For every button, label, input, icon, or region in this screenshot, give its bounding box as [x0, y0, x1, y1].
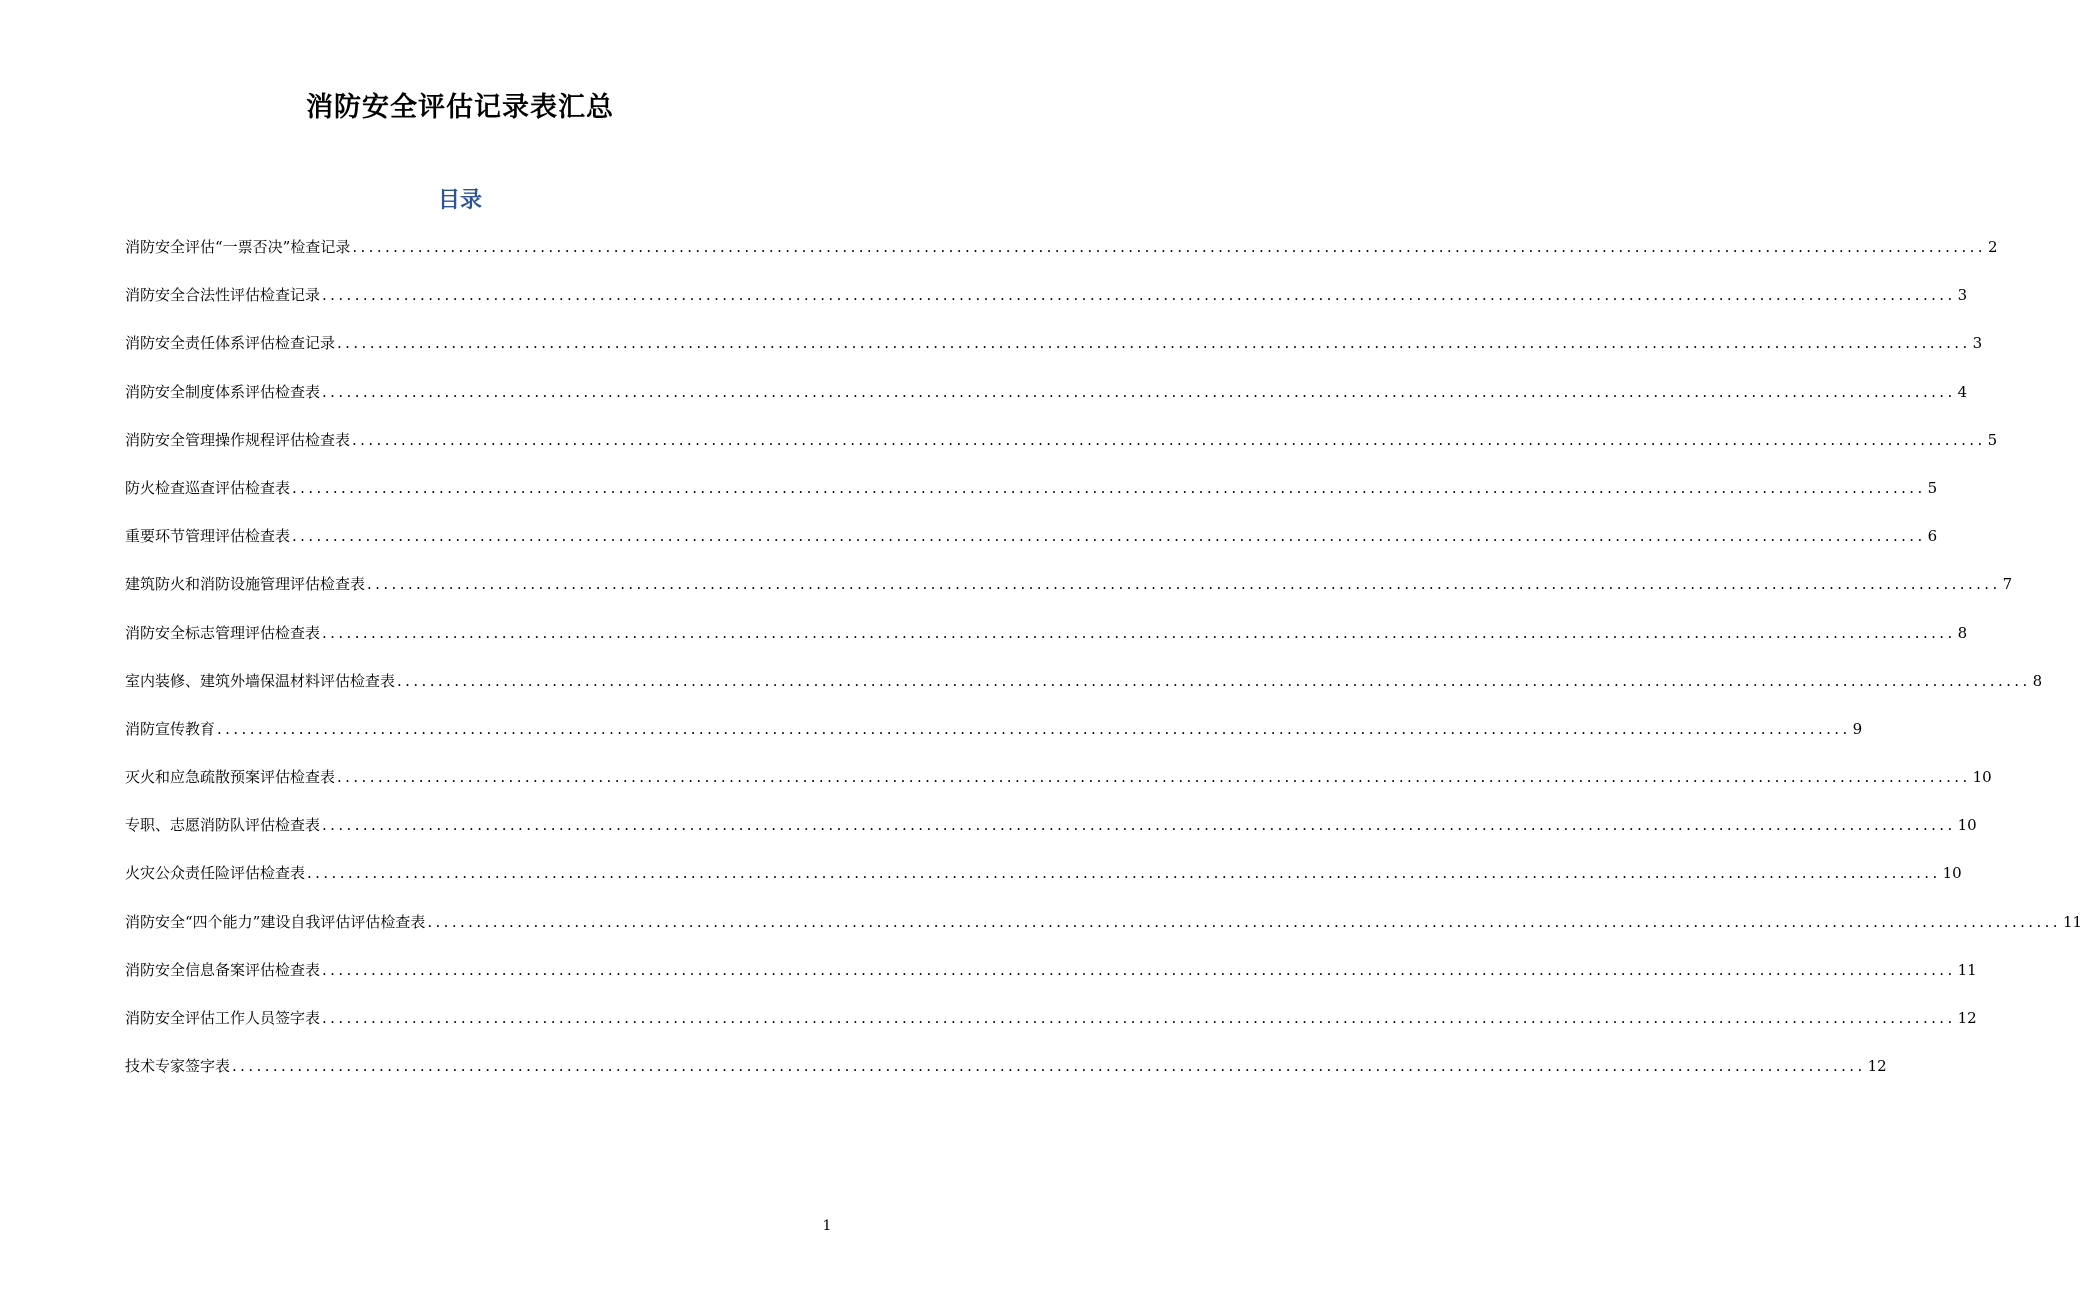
- toc-entry[interactable]: [125, 1005, 1977, 1053]
- toc-entry-label: 火灾公众责任险评估检查表: [125, 864, 306, 883]
- toc-entry-page: 5: [1927, 478, 1938, 497]
- toc-entry-label: 消防安全“四个能力”建设自我评估评估检查表: [125, 912, 426, 931]
- toc-dot-leader: ........................................................................................................................................................................................................: [307, 864, 1941, 883]
- toc-entry-page: 11: [2062, 912, 2082, 931]
- toc-entry-label: 灭火和应急疏散预案评估检查表: [125, 768, 336, 787]
- toc-dot-leader: ........................................................................................................................................................................................................: [322, 623, 1956, 642]
- toc-entry[interactable]: [125, 379, 1968, 427]
- toc-entry-page: 10: [1957, 816, 1977, 835]
- toc-dot-leader: ........................................................................................................................................................................................................: [292, 478, 1926, 497]
- toc-dot-leader: ........................................................................................................................................................................................................: [292, 527, 1926, 546]
- toc-entry[interactable]: [125, 812, 1977, 860]
- toc-entry-label: 消防安全责任体系评估检查记录: [125, 334, 336, 353]
- toc-entry-page: 3: [1957, 286, 1968, 305]
- toc-dot-leader: ........................................................................................................................................................................................................: [427, 912, 2061, 931]
- toc-entry[interactable]: [125, 668, 2043, 716]
- toc-entry-label: 消防安全信息备案评估检查表: [125, 960, 321, 979]
- toc-entry-page: 9: [1852, 719, 1863, 738]
- toc-entry-page: 3: [1972, 334, 1983, 353]
- toc-entry-label: 消防安全管理操作规程评估检查表: [125, 430, 351, 449]
- toc-entry-label: 消防安全评估工作人员签字表: [125, 1009, 321, 1027]
- toc-entry-label: 消防安全合法性评估检查记录: [125, 286, 321, 305]
- toc-entry-page: 7: [2002, 575, 2013, 594]
- toc-dot-leader: ........................................................................................................................................................................................................: [322, 382, 1956, 401]
- toc-entry-label: 消防安全制度体系评估检查表: [125, 382, 321, 401]
- toc-dot-leader: ........................................................................................................................................................................................................: [367, 575, 2001, 594]
- toc-dot-leader: ........................................................................................................................................................................................................: [397, 671, 2031, 690]
- toc-entry[interactable]: [125, 716, 1863, 764]
- toc-dot-leader: ........................................................................................................................................................................................................: [232, 1057, 1866, 1076]
- toc-entry-page: 4: [1957, 382, 1968, 401]
- toc-dot-leader: ........................................................................................................................................................................................................: [322, 816, 1956, 835]
- toc-entry-label: 技术专家签字表: [125, 1057, 231, 1076]
- toc-entry-page: 12: [1957, 1009, 1977, 1027]
- toc-entry[interactable]: [125, 1053, 1887, 1101]
- document-title: 消防安全评估记录表汇总: [306, 92, 614, 123]
- toc-entry-page: 11: [1957, 960, 1977, 979]
- toc-entry-page: 10: [1972, 768, 1992, 787]
- toc-entry-label: 专职、志愿消防队评估检查表: [125, 816, 321, 835]
- toc-entry-page: 6: [1927, 527, 1938, 546]
- toc-entry[interactable]: [125, 282, 1968, 330]
- toc-entry[interactable]: [125, 957, 1977, 1005]
- toc-dot-leader: ........................................................................................................................................................................................................: [322, 960, 1956, 979]
- toc-entry[interactable]: [125, 909, 2082, 957]
- toc-entry[interactable]: [125, 860, 1962, 908]
- toc-entry[interactable]: [125, 523, 1938, 571]
- toc-entry[interactable]: [125, 427, 1998, 475]
- toc-entry[interactable]: [125, 571, 2013, 619]
- toc-dot-leader: ........................................................................................................................................................................................................: [337, 334, 1971, 353]
- toc-entry-page: 8: [2032, 671, 2043, 690]
- toc-entry-label: 消防安全评估“一票否决”检查记录: [125, 238, 351, 256]
- toc-entry-label: 消防安全标志管理评估检查表: [125, 623, 321, 642]
- toc-entry-page: 2: [1987, 238, 1998, 256]
- toc-entry-page: 5: [1987, 430, 1998, 449]
- toc-heading: 目录: [437, 188, 482, 213]
- toc-entry[interactable]: [125, 475, 1938, 523]
- toc-dot-leader: ........................................................................................................................................................................................................: [217, 719, 1851, 738]
- toc-entry[interactable]: [125, 330, 1983, 378]
- toc-dot-leader: ........................................................................................................................................................................................................: [322, 1009, 1956, 1027]
- toc-dot-leader: ........................................................................................................................................................................................................: [352, 430, 1986, 449]
- toc-entry-label: 重要环节管理评估检查表: [125, 527, 291, 546]
- toc-entry[interactable]: [125, 620, 1968, 668]
- toc-entry-label: 防火检查巡查评估检查表: [125, 478, 291, 497]
- toc-entry-page: 12: [1867, 1057, 1887, 1076]
- toc-entry-label: 建筑防火和消防设施管理评估检查表: [125, 575, 366, 594]
- toc-entry-label: 消防宣传教育: [125, 719, 216, 738]
- toc-entry-page: 10: [1942, 864, 1962, 883]
- toc-dot-leader: ........................................................................................................................................................................................................: [337, 768, 1971, 787]
- toc-entry[interactable]: [125, 764, 1992, 812]
- toc-dot-leader: ........................................................................................................................................................................................................: [352, 238, 1986, 256]
- toc-entry-page: 8: [1957, 623, 1968, 642]
- toc-dot-leader: ........................................................................................................................................................................................................: [322, 286, 1956, 305]
- toc-entry[interactable]: [125, 234, 1998, 282]
- table-of-contents: [125, 234, 2082, 1101]
- footer-page-number: 1: [822, 1218, 832, 1234]
- toc-entry-label: 室内装修、建筑外墙保温材料评估检查表: [125, 671, 396, 690]
